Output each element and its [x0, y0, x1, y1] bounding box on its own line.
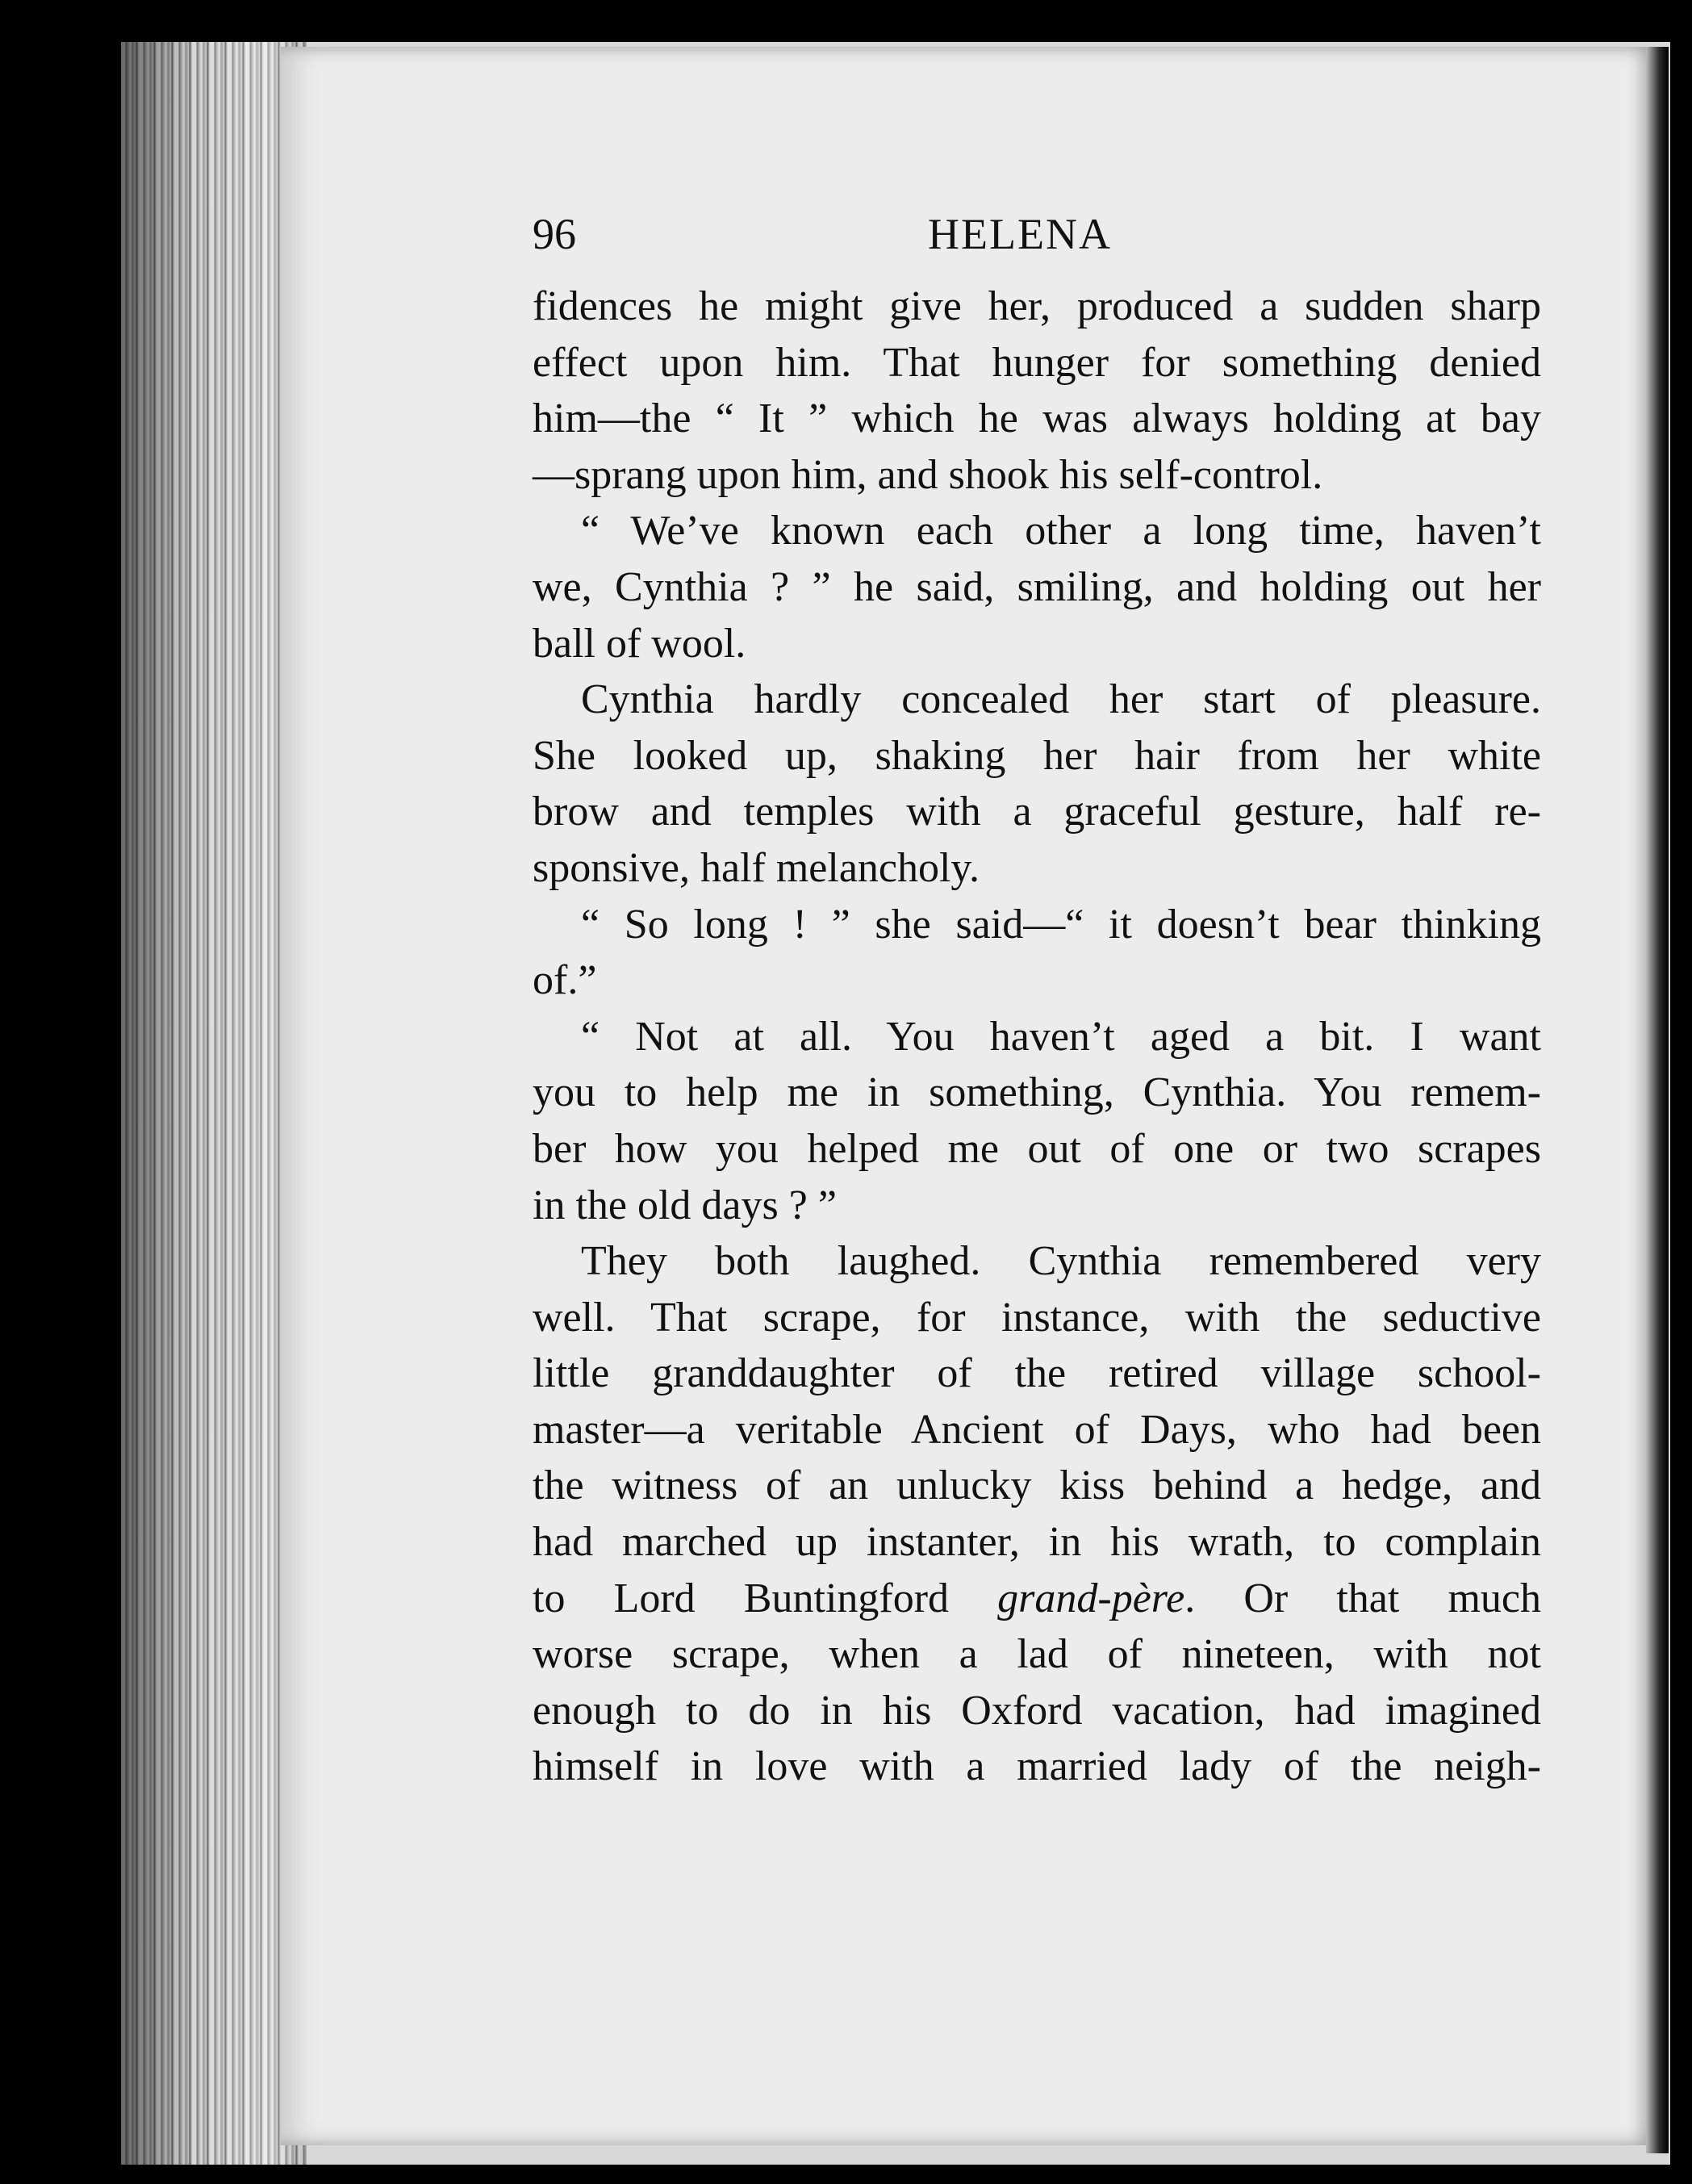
text-line: we, Cynthia ? ” he said, smiling, and holding out her [533, 563, 1541, 610]
text-line: the witness of an unlucky kiss behind a hedge, and [533, 1462, 1541, 1509]
running-title: HELENA [928, 210, 1112, 258]
text-line: “ So long ! ” she said—“ it doesn’t bear thinking [581, 901, 1541, 948]
page-number: 96 [533, 210, 576, 258]
text-line: They both laughed. Cynthia remembered very [581, 1238, 1541, 1285]
text-line: brow and temples with a graceful gesture, half re- [533, 789, 1541, 835]
text-line: effect upon him. That hunger for something denied [533, 339, 1541, 386]
text-line: She looked up, shaking her hair from her white [533, 732, 1541, 779]
text-line: you to help me in something, Cynthia. You remem- [533, 1069, 1541, 1116]
text-line: well. That scrape, for instance, with the seductive [533, 1294, 1541, 1341]
body-text [533, 278, 1541, 1795]
text-line: had marched up instanter, in his wrath, to complain [533, 1519, 1541, 1566]
text-line: “ We’ve known each other a long time, haven’t [581, 508, 1541, 554]
text-line: enough to do in his Oxford vacation, had imagined [533, 1687, 1541, 1734]
text-line [533, 1571, 1541, 1627]
text-line: “ Not at all. You haven’t aged a bit. I want [581, 1013, 1541, 1060]
text-line: Cynthia hardly concealed her start of pleasure. [581, 676, 1541, 723]
text-line: fidences he might give her, produced a sudden sharp [533, 283, 1541, 329]
text-line: —sprang upon him, and shook his self-control. [533, 451, 1323, 498]
text-line: sponsive, half melancholy. [533, 844, 980, 891]
text-line: of.” [533, 957, 597, 1004]
text-line: him—the “ It ” which he was always holding at bay [533, 395, 1541, 442]
text-line: master—a veritable Ancient of Days, who had been [533, 1406, 1541, 1453]
text-line: in the old days ? ” [533, 1182, 837, 1228]
page-edges-shadow [121, 42, 307, 2165]
running-header [533, 202, 1541, 266]
text-segment: . Or that much [1184, 1575, 1541, 1621]
italic-phrase: grand-père [997, 1575, 1185, 1621]
text-line: little granddaughter of the retired village school- [533, 1350, 1541, 1397]
text-line: worse scrape, when a lad of nineteen, with not [533, 1631, 1541, 1678]
text-line: ber how you helped me out of one or two scrapes [533, 1125, 1541, 1172]
text-line: ball of wool. [533, 620, 746, 667]
text-line: himself in love with a married lady of the neigh- [533, 1743, 1541, 1790]
text-segment: to Lord Buntingford [533, 1575, 998, 1621]
page-gutter-shadow [1646, 47, 1669, 2153]
